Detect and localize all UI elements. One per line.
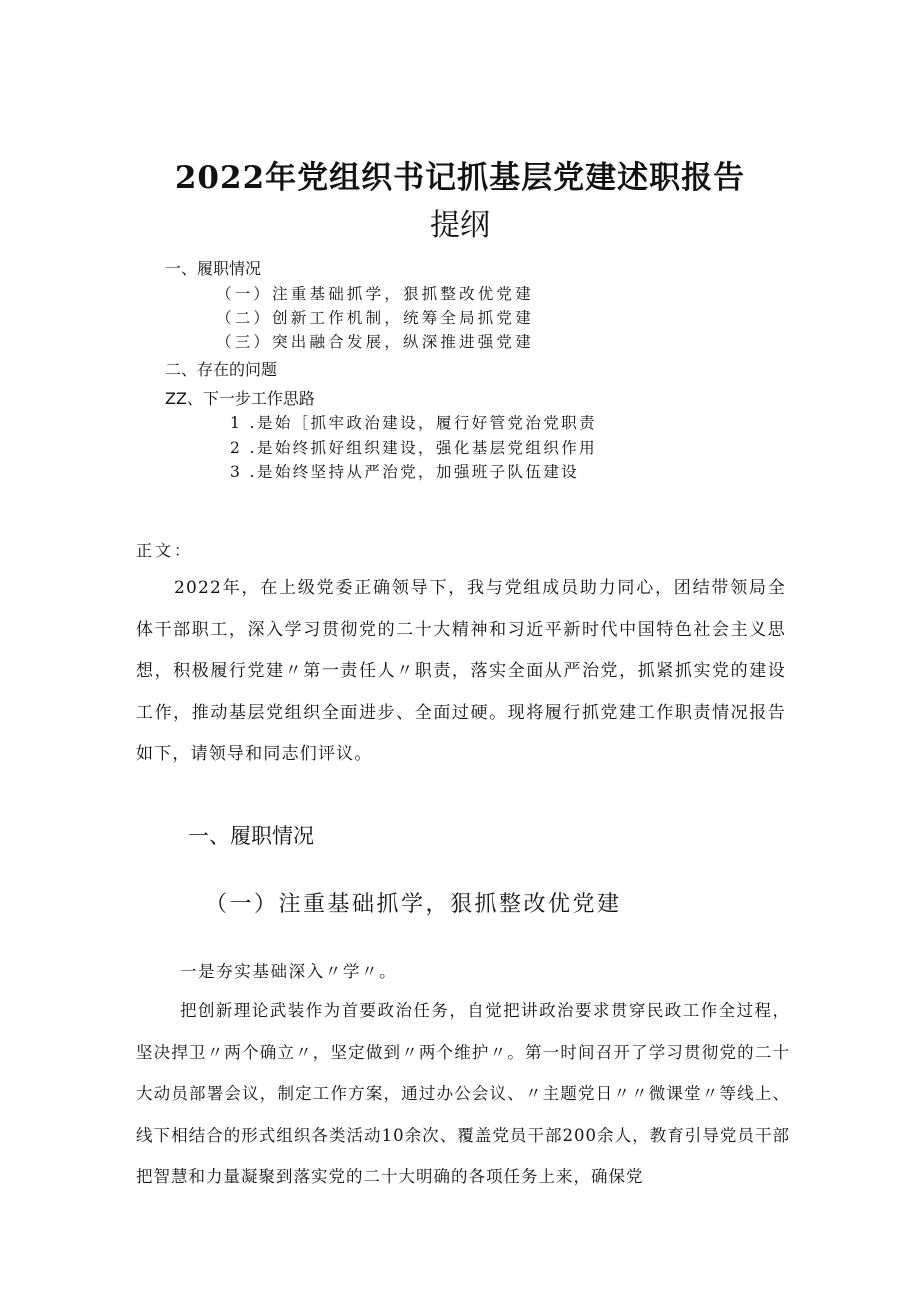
- outline-item: （二）创新工作机制，统筹全局抓党建: [216, 309, 534, 327]
- body-paragraph: 把创新理论武装作为首要政治任务，自觉把讲政治要求贯穿民政工作全过程，坚决捍卫〃两个确立〃，坚定做到〃两个维护〃。第一时间召开了学习贯彻党的二十大动员部署会议，制定工作方案，通过办公会议、〃主题党日〃〃微课堂〃等线上、线下相结合的形式组织各类活动10余次、覆盖党员干部200余人，教育引导党员干部把智慧和力量凝聚到落实党的二十大明确的各项任务上来，确保党: [136, 1001, 790, 1186]
- outline-item: 1 .是始［抓牢政治建设，履行好管党治党职责: [230, 414, 598, 432]
- subsection-heading: （一）注重基础抓学，狠抓整改优党建: [205, 892, 622, 917]
- outline-section-3: ZZ、下一步工作思路: [165, 389, 315, 408]
- document-title: 2022年党组织书记抓基层党建述职报告: [174, 160, 746, 196]
- outline-section-2: 二、存在的问题: [165, 360, 278, 379]
- outline-section-1: 一、履职情况: [165, 259, 262, 278]
- outline-item: （三）突出融合发展，纵深推进强党建: [216, 333, 534, 351]
- outline-item: 3 .是始终坚持从严治党，加强班子队伍建设: [230, 463, 580, 481]
- outline-item: （一）注重基础抓学，狠抓整改优党建: [216, 285, 534, 303]
- intro-paragraph: 2022年，在上级党委正确领导下，我与党组成员助力同心，团结带领局全体干部职工，深入学习贯彻党的二十大精神和习近平新时代中国特色社会主义思想，积极履行党建〃第一责任人〃职责，落实全面从严治党，抓紧抓实党的建设工作，推动基层党组织全面进步、全面过硬。现将履行抓党建工作职责情况报告如下，请领导和同志们评议。: [136, 578, 786, 764]
- outline-item: 2 .是始终抓好组织建设，强化基层党组织作用: [230, 439, 598, 457]
- section-heading: 一、履职情况: [188, 824, 314, 848]
- document-subtitle: 提纲: [430, 208, 490, 243]
- zhengwen-label: 正文：: [136, 541, 194, 560]
- point-heading: 一是夯实基础深入〃学〃。: [180, 962, 398, 981]
